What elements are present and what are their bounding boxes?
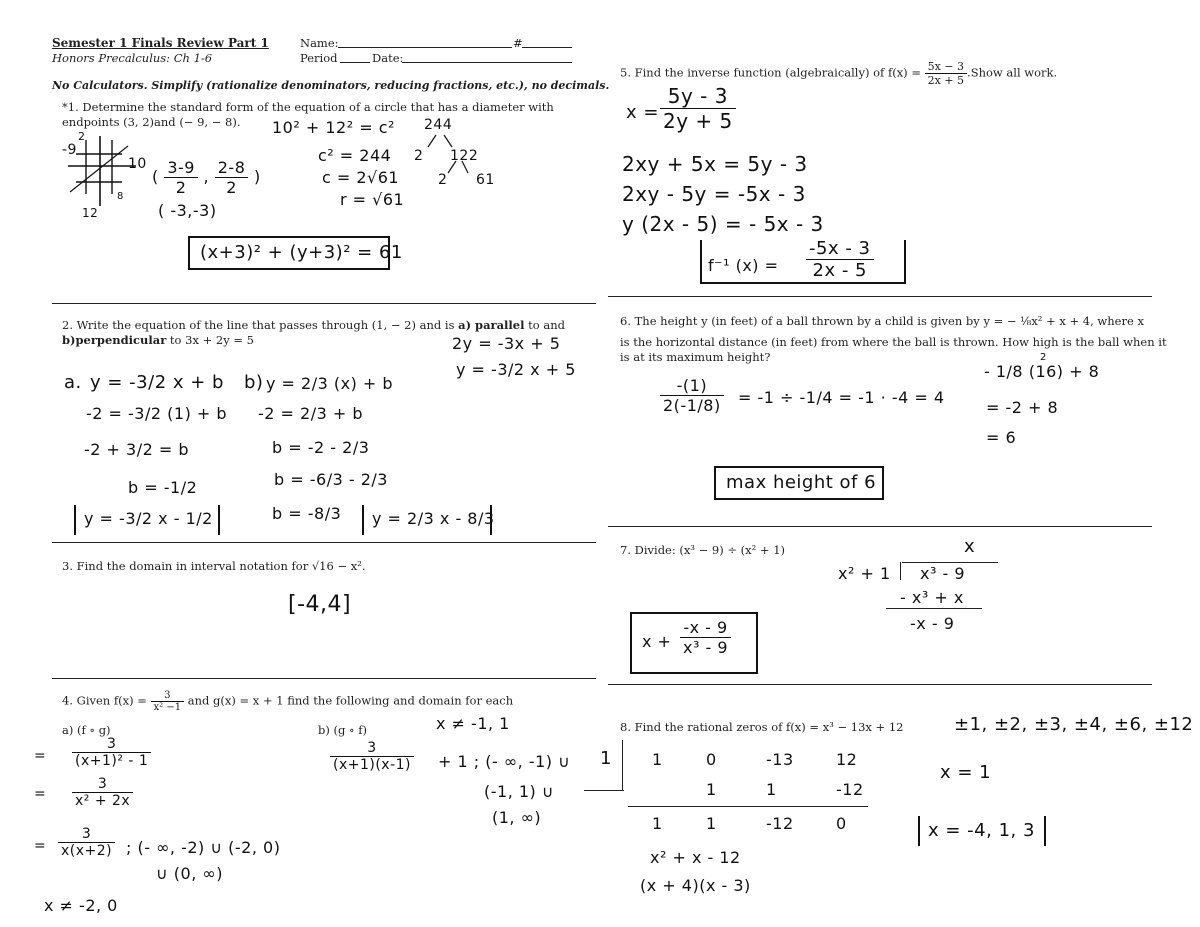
- q1-prompt-line2: endpoints (3, 2)and (− 9, − 8).: [62, 115, 241, 129]
- q1-mid-frac-2: $\frac{2-8}{2}$: [215, 158, 249, 197]
- q2-b-answer: y = 2/3 x - 8/3: [372, 509, 495, 528]
- q4-b-domain-2: (-1, 1) ∪: [484, 782, 555, 801]
- synth-cell: 0: [836, 814, 847, 833]
- q5-step1-lhs: x =: [626, 102, 659, 123]
- q7-answer-frac: $\frac{-x - 9}{\text{x³ - 9}}$: [680, 618, 731, 657]
- synth-cell: 1: [652, 814, 663, 833]
- q5-answer: [806, 238, 874, 281]
- q6-sub-3: = 6: [986, 428, 1017, 447]
- q5-step3: 2xy - 5y = -5x - 3: [622, 182, 806, 206]
- q4-a-label: a) (f ∘ g): [62, 723, 111, 737]
- q2-b-step3: b = -2 - 2/3: [272, 438, 370, 457]
- q1-tree-left2: 2: [438, 172, 448, 188]
- q2-b-step5: b = -8/3: [272, 504, 342, 523]
- synth-cell: 1: [766, 780, 777, 799]
- q6-sub-1: - 1/8 (16) + 8: [984, 362, 1100, 381]
- q2-b-label: b): [244, 372, 264, 393]
- q1-graph-label-right: 10: [128, 156, 147, 172]
- q4-eq-3: =: [34, 838, 47, 854]
- q5-step2: 2xy + 5x = 5y - 3: [622, 152, 808, 176]
- period-label: Period: [300, 51, 338, 65]
- q4-prompt: 4. Given f(x) = $\frac{3}{\text{x² −1}}$ and g(x) = x + 1 find the following and domain for each: [62, 690, 514, 713]
- q4-a-domain-2: ∪ (0, ∞): [156, 864, 223, 883]
- q2-a-answer: y = -3/2 x - 1/2: [84, 509, 213, 528]
- q4-b-label: b) (g ∘ f): [318, 723, 368, 737]
- q4-a-domain-1: ; (- ∞, -2) ∪ (-2, 0): [126, 838, 281, 857]
- q1-pythagorean: 10² + 12² = c²: [272, 118, 395, 137]
- q1-tree-right2: 61: [476, 172, 495, 188]
- q2-prompt-line1: 2. Write the equation of the line that passes through (1, − 2) and is a) parallel to and: [62, 318, 565, 332]
- q5-step1-frac: $\frac{5y - 3}{2y + 5}$: [660, 84, 736, 133]
- q7-dividend: x³ - 9: [920, 564, 966, 583]
- q6-sub-sup: 2: [1040, 352, 1047, 363]
- q8-answer: x = -4, 1, 3: [928, 820, 1035, 841]
- synth-cell: 1: [706, 814, 717, 833]
- q4-a-frac-3: $\frac{3}{x(x+2)}$: [58, 826, 115, 859]
- q7-divisor: x² + 1: [838, 564, 891, 583]
- q1-tree-right: 122: [450, 148, 479, 164]
- q2-b-step1: y = 2/3 (x) + b: [266, 374, 394, 393]
- q2-a-step2: -2 = -3/2 (1) + b: [86, 404, 228, 423]
- q4-a-step1: [72, 736, 151, 769]
- q8-answer-box: [918, 816, 1046, 846]
- q6-prompt-line3: is at its maximum height?: [620, 350, 771, 364]
- q2-side-1: 2y = -3x + 5: [452, 334, 561, 353]
- q4-b-domain-3: (1, ∞): [492, 808, 542, 827]
- q1-answer: (x+3)² + (y+3)² = 61: [200, 242, 403, 263]
- q6-vertex-calc: = -1 ÷ -1/4 = -1 · -4 = 4: [738, 388, 945, 407]
- q7-answer-box: [630, 612, 758, 674]
- number-label: #: [513, 36, 523, 50]
- q1-prompt-line1: *1. Determine the standard form of the equation of a circle that has a diameter with: [62, 100, 554, 114]
- q7-subtract: - x³ + x: [900, 588, 964, 607]
- q1-c-value: c = 2√61: [322, 168, 400, 187]
- q4-eq-2: =: [34, 786, 47, 802]
- q7-quotient: x: [964, 536, 976, 557]
- q4-eq-1: =: [34, 748, 47, 764]
- divider-q2-q3: [52, 542, 596, 543]
- q1-midpoint-result: ( -3,-3): [158, 201, 217, 220]
- synth-cell: 1: [652, 750, 663, 769]
- q2-b-answer-box: [362, 505, 495, 535]
- q4-a-frac-1: $\frac{3}{\text{(x+1)² - 1}}$: [72, 736, 151, 769]
- divider-q6-q7: [608, 526, 1152, 527]
- name-label: Name:: [300, 36, 339, 50]
- q2-a-answer-box: [74, 505, 220, 535]
- q4-a-step2: [72, 776, 133, 809]
- divider-q1-q2: [52, 303, 596, 304]
- q2-b-step4: b = -6/3 - 2/3: [274, 470, 388, 489]
- q4-b-restrict: x ≠ -1, 1: [436, 714, 510, 733]
- q8-synth-line: [628, 806, 868, 807]
- q6-prompt-line1: 6. The height y (in feet) of a ball thrown by a child is given by y = − ⅛x² + x + 4, where x: [620, 314, 1144, 328]
- q4-b-domain-1: + 1 ; (- ∞, -1) ∪: [438, 752, 571, 771]
- synth-cell: 1: [706, 780, 717, 799]
- q5-step1: [660, 84, 736, 133]
- q8-factored: (x + 4)(x - 3): [640, 876, 751, 895]
- q2-a-label: a.: [64, 372, 82, 393]
- q6-answer: max height of 6: [726, 472, 877, 493]
- divider-q3-q4: [52, 678, 596, 679]
- graph-diagonal: [70, 146, 128, 192]
- q1-midpoint-calc: ( $\frac{3-9}{2}$ , $\frac{2-8}{2}$ ): [152, 158, 261, 197]
- q2-prompt-line2: b)perpendicular to 3x + 2y = 5: [62, 333, 254, 347]
- q3-prompt: 3. Find the domain in interval notation for √16 − x².: [62, 559, 366, 573]
- number-line: [522, 47, 572, 48]
- q2-a-step4: b = -1/2: [128, 478, 198, 497]
- q3-answer: [-4,4]: [288, 592, 352, 617]
- worksheet-subtitle: Honors Precalculus: Ch 1-6: [52, 51, 213, 65]
- period-line: [340, 62, 370, 63]
- q8-root-guess: x = 1: [940, 762, 992, 783]
- q5-step4: y (2x - 5) = - 5x - 3: [622, 212, 824, 236]
- synth-cell: 0: [706, 750, 717, 769]
- title-part: Part 1: [223, 36, 269, 50]
- synth-cell: -12: [836, 780, 864, 799]
- q7-answer-lead: x +: [642, 632, 672, 651]
- q1-graph-label-small: 8: [117, 191, 124, 202]
- q8-synth-foot: [584, 790, 624, 791]
- q6-sub-2: = -2 + 8: [986, 398, 1059, 417]
- q7-division-bar: [902, 562, 998, 563]
- q7-prompt: 7. Divide: (x³ − 9) ÷ (x² + 1): [620, 543, 786, 557]
- q2-side-2: y = -3/2 x + 5: [456, 360, 576, 379]
- name-line: [338, 47, 512, 48]
- q2-a-step3: -2 + 3/2 = b: [84, 440, 190, 459]
- q7-subtract-line: [886, 608, 982, 609]
- q1-tree-left: 2: [414, 148, 424, 164]
- divider-q7-q8: [608, 684, 1152, 685]
- q6-prompt-line2: is the horizontal distance (in feet) from where the ball is thrown. How high is the ball when it: [620, 335, 1167, 349]
- q1-tree-top: 244: [424, 117, 453, 133]
- q5-answer-box: [700, 240, 906, 284]
- date-line: [402, 62, 572, 63]
- q8-prompt: 8. Find the rational zeros of f(x) = x³ − 13x + 12: [620, 720, 904, 734]
- worksheet-title: [52, 36, 269, 50]
- q5-f-fraction: $\frac{5x - 3}{2x + 5}$: [925, 60, 967, 87]
- q1-r-value: r = √61: [340, 190, 405, 209]
- q8-quadratic: x² + x - 12: [650, 848, 741, 867]
- q6-vertex: [660, 376, 724, 415]
- q1-graph-label-left: -9: [62, 142, 77, 158]
- q1-mid-frac-1: $\frac{3-9}{2}$: [164, 158, 198, 197]
- q4-a-restrict: x ≠ -2, 0: [44, 896, 118, 915]
- q6-vertex-frac: $\frac{-(1)}{2(-1/8)}$: [660, 376, 724, 415]
- q5-prompt: 5. Find the inverse function (algebraically) of f(x) = $\frac{5x - 3}{2x + 5}$ .Show all work.: [620, 60, 1058, 87]
- q8-synth-wall: [622, 740, 623, 790]
- q1-graph-label-bottom: 12: [82, 206, 99, 220]
- title-text: Semester 1 Finals Review: [52, 36, 224, 50]
- q6-answer-box: [714, 466, 884, 500]
- divider-q5-q6: [608, 296, 1152, 297]
- q4-a-step3: [58, 826, 115, 859]
- q2-b-step2: -2 = 2/3 + b: [258, 404, 364, 423]
- q1-c-squared: c² = 244: [318, 146, 392, 165]
- q7-remainder: -x - 9: [910, 614, 955, 633]
- q7-division-wall: [900, 562, 901, 580]
- q7-answer: [680, 618, 731, 657]
- instructions: No Calculators. Simplify (rationalize denominators, reducing fractions, etc.), no decimals.: [52, 79, 610, 92]
- synth-cell: -12: [766, 814, 794, 833]
- q5-answer-frac: $\frac{-5x - 3}{2x - 5}$: [806, 238, 874, 281]
- q2-a-step1: y = -3/2 x + b: [90, 372, 224, 393]
- date-label: Date:: [372, 51, 404, 65]
- q4-b-frac: $\frac{3}{(x+1)(x-1)}$: [330, 740, 414, 773]
- q8-synth-divisor: 1: [600, 748, 612, 769]
- q8-candidates: ±1, ±2, ±3, ±4, ±6, ±12: [954, 714, 1194, 735]
- q1-answer-box: [188, 236, 403, 270]
- q4-b-expr: [330, 740, 414, 773]
- q4-f-fraction: $\frac{3}{\text{x² −1}}$: [151, 690, 185, 713]
- synth-cell: 12: [836, 750, 858, 769]
- q1-graph-label-top: 2: [78, 130, 86, 143]
- synth-cell: -13: [766, 750, 794, 769]
- q4-a-frac-2: $\frac{3}{\text{x² + 2x}}$: [72, 776, 133, 809]
- q5-answer-lhs: f⁻¹ (x) =: [708, 256, 779, 275]
